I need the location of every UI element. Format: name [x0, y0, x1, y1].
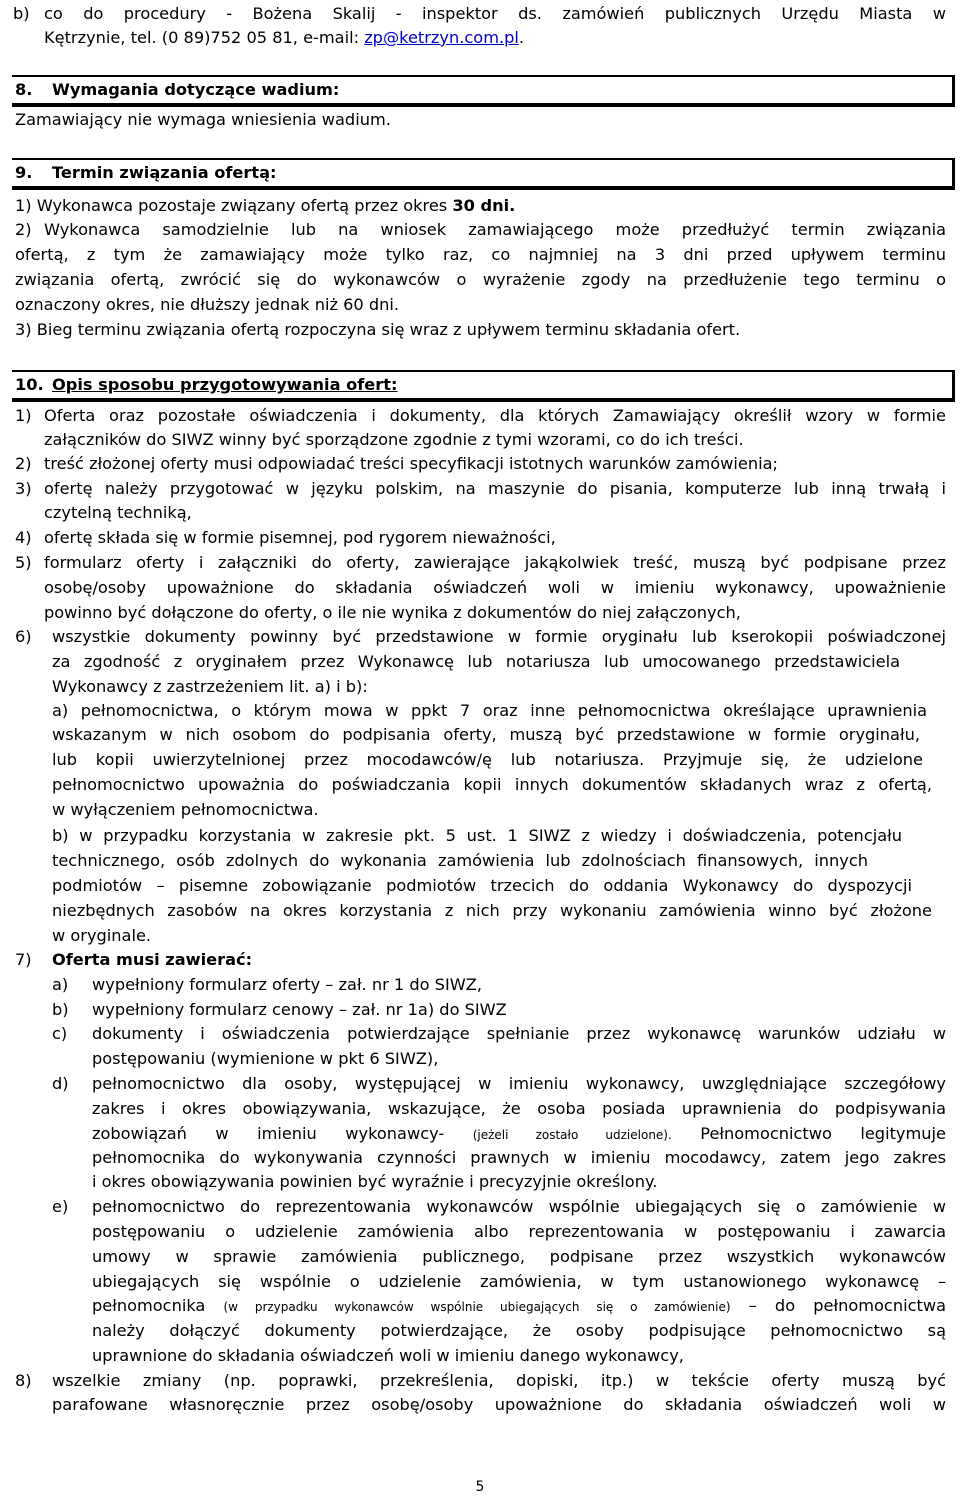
- item-line: za zgodność z oryginałem przez Wykonawcę lub notariusza lub umocowanego przedstawiciela: [52, 652, 900, 671]
- item-6b-line: podmiotów – pisemne zobowiązanie podmiotów trzecich do oddania Wykonawcy do dyspozycji: [52, 876, 912, 895]
- item-line: ofertę składa się w formie pisemnej, pod rygorem nieważności,: [44, 528, 556, 547]
- contact-line-2-text: Kętrzynie, tel. (0 89)752 05 81, e-mail:: [44, 28, 365, 47]
- item-7d-line: [92, 1124, 946, 1145]
- section-9-item-3: 3) Bieg terminu związania ofertą rozpoczyna się wraz z upływem terminu składania ofert.: [15, 320, 741, 339]
- item-label: 3): [15, 479, 32, 498]
- section-9-item-2-label: 2): [15, 220, 32, 239]
- item-7c-line: dokumenty i oświadczenia potwierdzające spełnianie przez wykonawcę warunków udziału w: [92, 1024, 946, 1043]
- item-7e-label: e): [52, 1197, 69, 1216]
- contact-line-1: co do procedury - Bożena Skalij - inspektor ds. zamówień publicznych Urzędu Miasta w: [44, 4, 946, 23]
- item-line: powinno być dołączone do oferty, o ile nie wynika z dokumentów do niej załączonych,: [44, 603, 741, 622]
- item-label: 4): [15, 528, 32, 547]
- item-8-line: parafowane własnoręcznie przez osobę/osoby upoważnione do składania oświadczeń woli w: [52, 1395, 946, 1414]
- item-8-line: wszelkie zmiany (np. poprawki, przekreślenia, dopiski, itp.) w tekście oferty muszą być: [52, 1371, 946, 1390]
- section-10-number: 10.: [15, 375, 44, 394]
- contact-line-2: [44, 28, 524, 48]
- item-7d-line: zakres i okres obowiązywania, wskazujące, że osoba posiada uprawnienia do podpisywania: [92, 1099, 946, 1118]
- item-6a-line: a) pełnomocnictwa, o którym mowa w ppkt 7 oraz inne pełnomocnictwa określające uprawnienia: [52, 701, 927, 720]
- section-9-item-2-line: oznaczony okres, nie dłuższy jednak niż 60 dni.: [15, 295, 400, 314]
- item-line: wszystkie dokumenty powinny być przedstawione w formie oryginału lub kserokopii poświadczonej: [52, 627, 946, 646]
- item-label: 6): [15, 627, 32, 646]
- item-7d-line3-text: zobowiązań w imieniu wykonawcy-: [92, 1124, 473, 1143]
- item-7a-label: a): [52, 975, 69, 994]
- item-line: treść złożonej oferty musi odpowiadać treści specyfikacji istotnych warunków zamówienia;: [44, 454, 778, 473]
- item-7e-line5-end: – do pełnomocnictwa: [730, 1296, 946, 1315]
- item-7b-label: b): [52, 1000, 69, 1019]
- item-6b-line: b) w przypadku korzystania w zakresie pkt. 5 ust. 1 SIWZ z wiedzy i doświadczenia, potencjału: [52, 826, 902, 845]
- item-7b-line: wypełniony formularz cenowy – zał. nr 1a) do SIWZ: [92, 1000, 507, 1019]
- item-7e-line: postępowaniu o udzielenie zamówienia albo reprezentowania w postępowaniu i zawarcia: [92, 1222, 946, 1241]
- email-link[interactable]: zp@ketrzyn.com.pl: [364, 28, 519, 47]
- item-7e-line: należy dołączyć dokumenty potwierdzające, że osoby podpisujące pełnomocnictwo są: [92, 1321, 946, 1340]
- item-line: czytelną techniką,: [44, 503, 192, 522]
- item-7e-note: (w przypadku wykonawców wspólnie ubiegających się o zamówienie): [223, 1300, 731, 1314]
- section-9-item-1-text: 1) Wykonawca pozostaje związany ofertą przez okres: [15, 196, 453, 215]
- item-7e-line: [92, 1296, 946, 1317]
- section-8-text: Zamawiający nie wymaga wniesienia wadium.: [15, 110, 391, 129]
- section-9-item-2-line: ofertą, z tym że zamawiający może tylko raz, co najmniej na 3 dni przed upływem terminu: [15, 245, 946, 264]
- contact-label: b): [13, 4, 30, 23]
- section-9-item-1: [15, 196, 515, 216]
- item-7c-label: c): [52, 1024, 68, 1043]
- item-line: Oferta oraz pozostałe oświadczenia i dokumenty, dla których Zamawiający określił wzory w formie: [44, 406, 946, 425]
- item-7e-line: pełnomocnictwo do reprezentowania wykonawców wspólnie ubiegających się o zamówienie w: [92, 1197, 946, 1216]
- item-7c-line: postępowaniu (wymienione w pkt 6 SIWZ),: [92, 1049, 439, 1068]
- item-6a-line: lub kopii uwierzytelnionej przez mocodawców/ę lub notariusza. Przyjmuje się, że udzielone: [52, 750, 923, 769]
- section-9-title: Termin związania ofertą:: [52, 163, 277, 182]
- item-line: Wykonawcy z zastrzeżeniem lit. a) i b):: [52, 677, 368, 696]
- contact-line-2-end: .: [518, 28, 525, 47]
- item-7d-note: (jeżeli zostało udzielone).: [472, 1128, 672, 1142]
- page-number: 5: [475, 1479, 485, 1495]
- item-6a-line: wskazanym w nich osobom do podpisania oferty, muszą być przedstawione w formie oryginału,: [52, 725, 920, 744]
- section-9-item-2-line: związania ofertą, zwrócić się do wykonawców o wyrażenie zgody na przedłużenie tego terminu o: [15, 270, 946, 289]
- item-6b-line: niezbędnych zasobów na okres korzystania z nich przy wykonaniu zamówienia winno być złożone: [52, 901, 932, 920]
- section-9-item-1-bold: 30 dni.: [452, 196, 516, 215]
- item-6b-line: technicznego, osób zdolnych do wykonania zamówienia lub zdolnościach finansowych, innych: [52, 851, 868, 870]
- item-8-label: 8): [15, 1371, 32, 1390]
- item-6a-line: pełnomocnictwo upoważnia do poświadczania kopii innych dokumentów składanych wraz z ofertą,: [52, 775, 932, 794]
- item-line: formularz oferty i załączniki do oferty, zawierające jakąkolwiek treść, muszą być podpisane przez: [44, 553, 946, 572]
- item-7-label: 7): [15, 950, 32, 969]
- section-9-number: 9.: [15, 163, 33, 182]
- item-7e-line: uprawnione do składania oświadczeń woli w imieniu danego wykonawcy,: [92, 1346, 684, 1365]
- item-7e-line: umowy w sprawie zamówienia publicznego, podpisane przez wszystkich wykonawców: [92, 1247, 946, 1266]
- item-6a-line: w wyłączeniem pełnomocnictwa.: [52, 800, 319, 819]
- item-7-title: Oferta musi zawierać:: [52, 950, 253, 969]
- item-label: 1): [15, 406, 32, 425]
- section-8-number: 8.: [15, 80, 33, 99]
- section-10-title: Opis sposobu przygotowywania ofert:: [52, 375, 398, 394]
- item-label: 5): [15, 553, 32, 572]
- item-7d-line3-end: Pełnomocnictwo legitymuje: [671, 1124, 946, 1143]
- item-7d-line: pełnomocnika do wykonywania czynności prawnych w imieniu mocodawcy, zatem jego zakres: [92, 1148, 946, 1167]
- item-line: ofertę należy przygotować w języku polskim, na maszynie do pisania, komputerze lub inną trwałą i: [44, 479, 946, 498]
- section-8-title: Wymagania dotyczące wadium:: [52, 80, 340, 99]
- item-7e-line5-text: pełnomocnika: [92, 1296, 224, 1315]
- item-7d-label: d): [52, 1074, 69, 1093]
- item-7d-line: pełnomocnictwo dla osoby, występującej w imieniu wykonawcy, uwzględniające szczegółowy: [92, 1074, 946, 1093]
- item-label: 2): [15, 454, 32, 473]
- section-9-item-2-line: Wykonawca samodzielnie lub na wniosek zamawiającego może przedłużyć termin związania: [44, 220, 946, 239]
- item-line: załączników do SIWZ winny być sporządzone zgodnie z tymi wzorami, co do ich treści.: [44, 430, 744, 449]
- item-6b-line: w oryginale.: [52, 926, 152, 945]
- item-7d-line: i okres obowiązywania powinien być wyraźnie i precyzyjnie określony.: [92, 1172, 658, 1191]
- item-7e-line: ubiegających się wspólnie o udzielenie zamówienia, w tym ustanowionego wykonawcę –: [92, 1272, 946, 1291]
- item-7a-line: wypełniony formularz oferty – zał. nr 1 do SIWZ,: [92, 975, 482, 994]
- item-line: osobę/osoby upoważnione do składania oświadczeń woli w imieniu wykonawcy, upoważnienie: [44, 578, 946, 597]
